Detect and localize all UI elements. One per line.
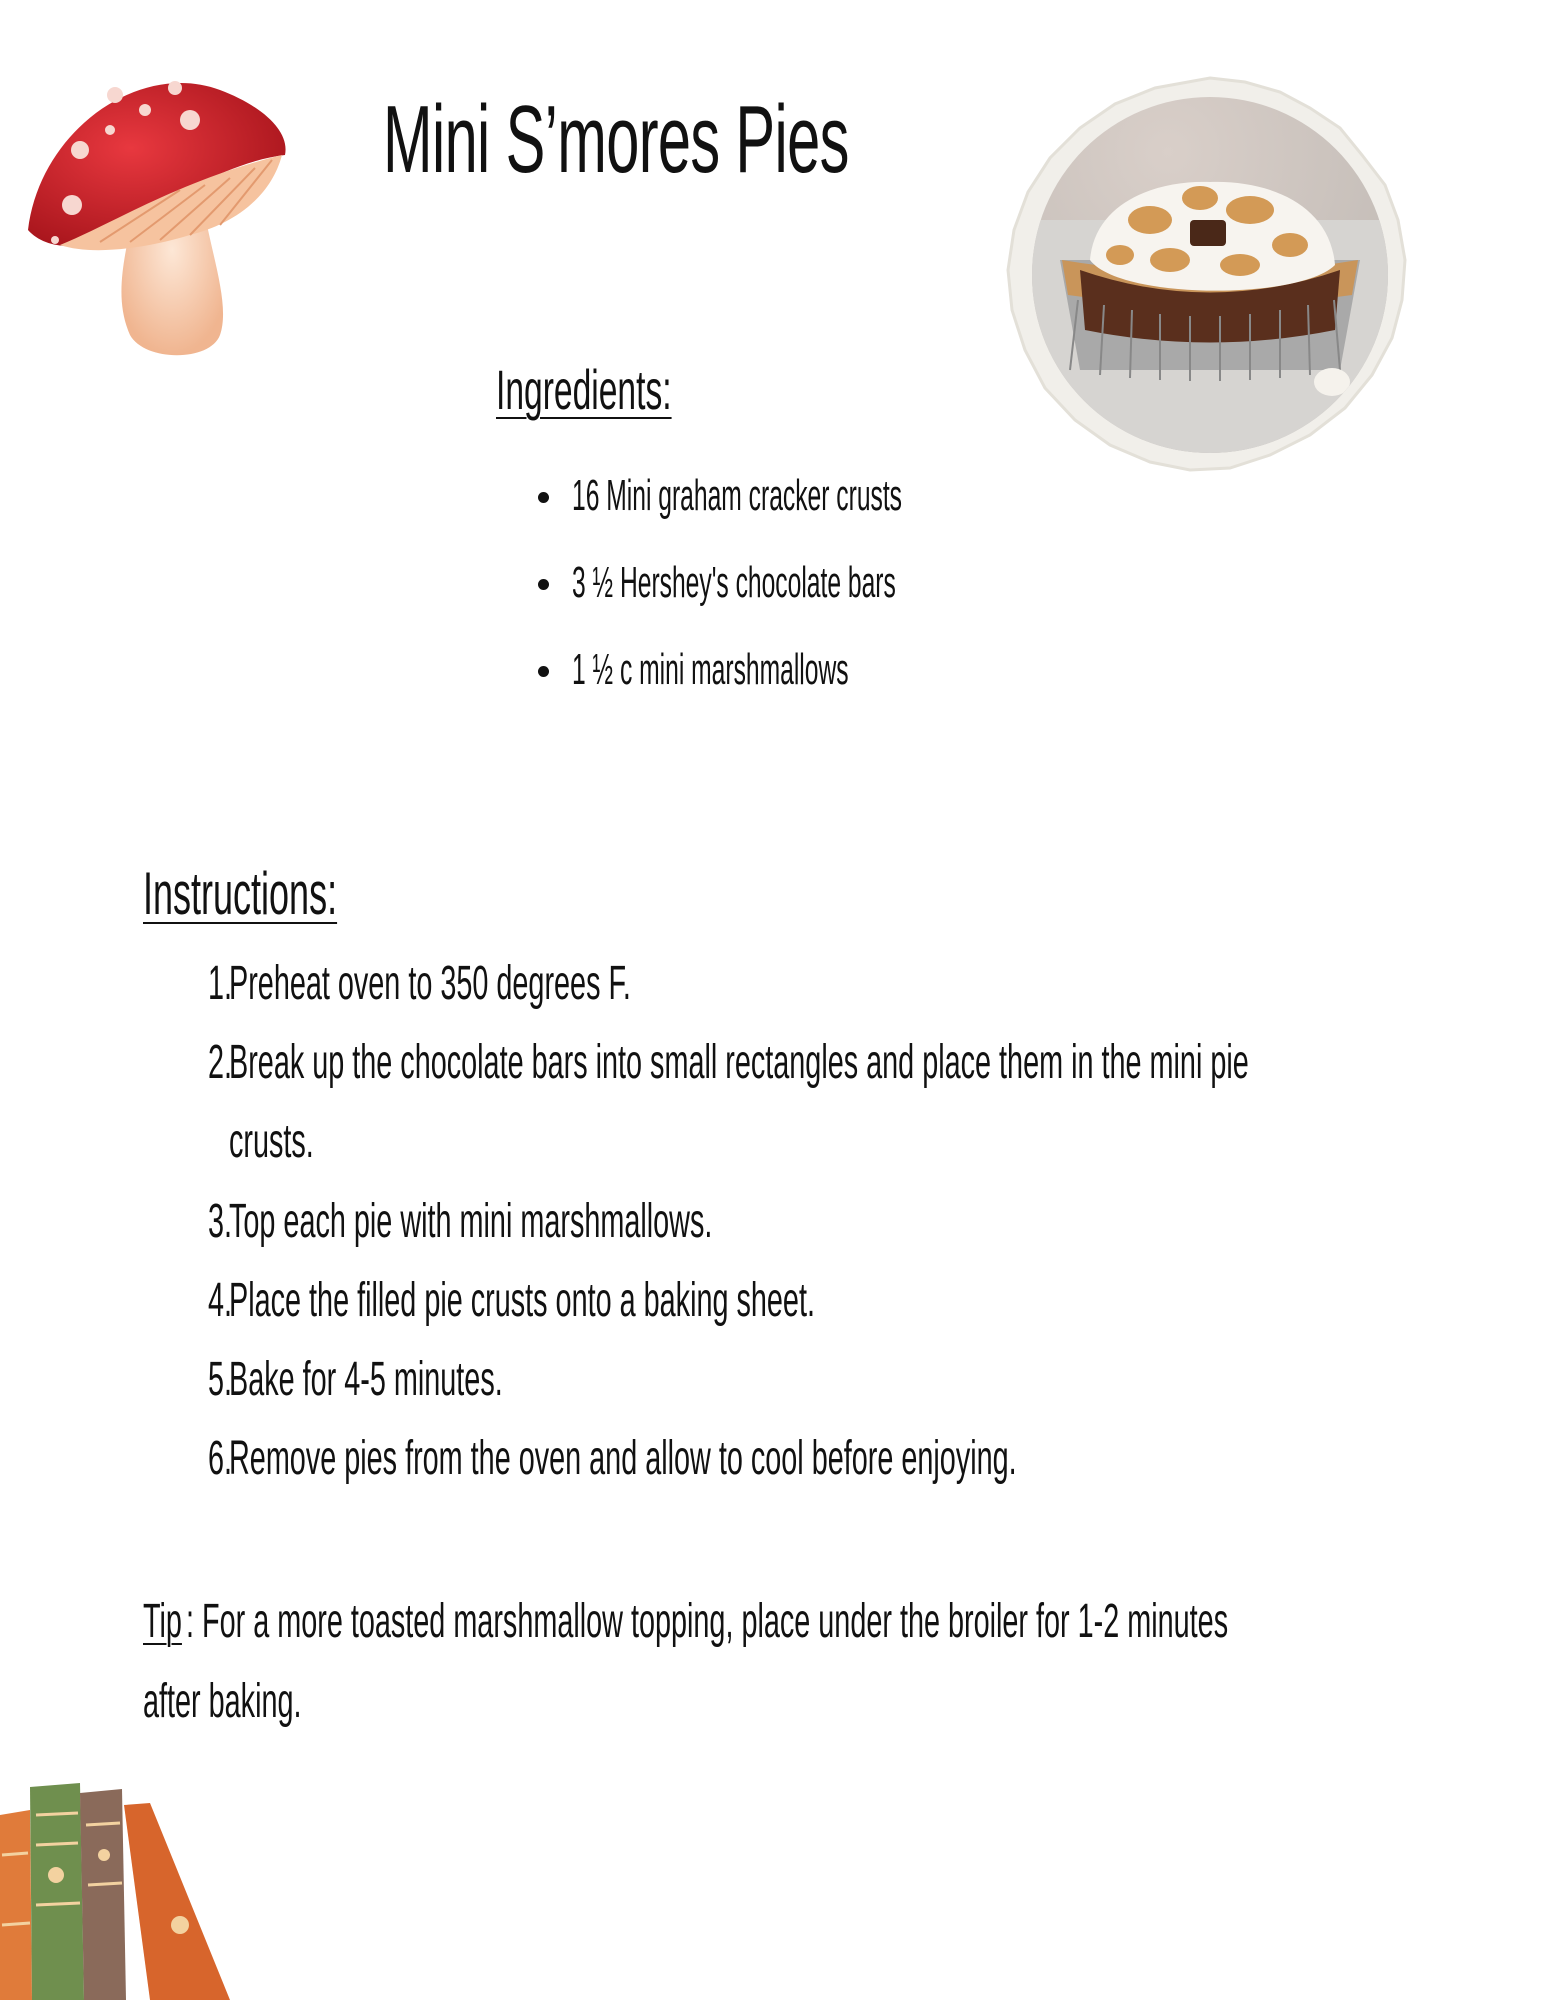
tip-text: : For a more toasted marshmallow topping, place under the broiler for 1-2 minutes <box>186 1595 1229 1648</box>
ingredient-text: 16 Mini graham cracker crusts <box>572 471 903 520</box>
bullet-icon <box>538 579 549 590</box>
step-text: Place the filled pie crusts onto a baking sheet. <box>229 1274 815 1327</box>
step-number: 4. <box>207 1274 232 1327</box>
step-text: Preheat oven to 350 degrees F. <box>229 957 631 1010</box>
step-number: 6. <box>207 1432 232 1485</box>
step-text: Bake for 4-5 minutes. <box>229 1353 503 1406</box>
tip-text-continued: after baking. <box>143 1675 302 1728</box>
ingredient-text: 3 ½ Hershey's chocolate bars <box>572 558 896 607</box>
ingredient-text: 1 ½ c mini marshmallows <box>572 645 849 694</box>
bullet-icon <box>538 492 549 503</box>
stacked-books-illustration <box>0 1775 240 2000</box>
step-number: 3. <box>207 1195 232 1248</box>
step-text: Top each pie with mini marshmallows. <box>229 1195 713 1248</box>
smores-pie-photo <box>1000 70 1420 480</box>
step-text: Break up the chocolate bars into small rectangles and place them in the mini pie <box>229 1036 1249 1089</box>
mushroom-illustration <box>20 50 290 370</box>
step-number: 2. <box>207 1036 232 1089</box>
tip-label: Tip <box>143 1595 182 1648</box>
ingredients-heading: Ingredients: <box>496 358 672 421</box>
step-text-continued: crusts. <box>229 1115 314 1168</box>
step-text: Remove pies from the oven and allow to cool before enjoying. <box>229 1432 1017 1485</box>
step-number: 5. <box>207 1353 232 1406</box>
bullet-icon <box>538 666 549 677</box>
recipe-title: Mini S’mores Pies <box>383 86 849 193</box>
instructions-heading: Instructions: <box>143 860 338 927</box>
step-number: 1. <box>207 957 232 1010</box>
